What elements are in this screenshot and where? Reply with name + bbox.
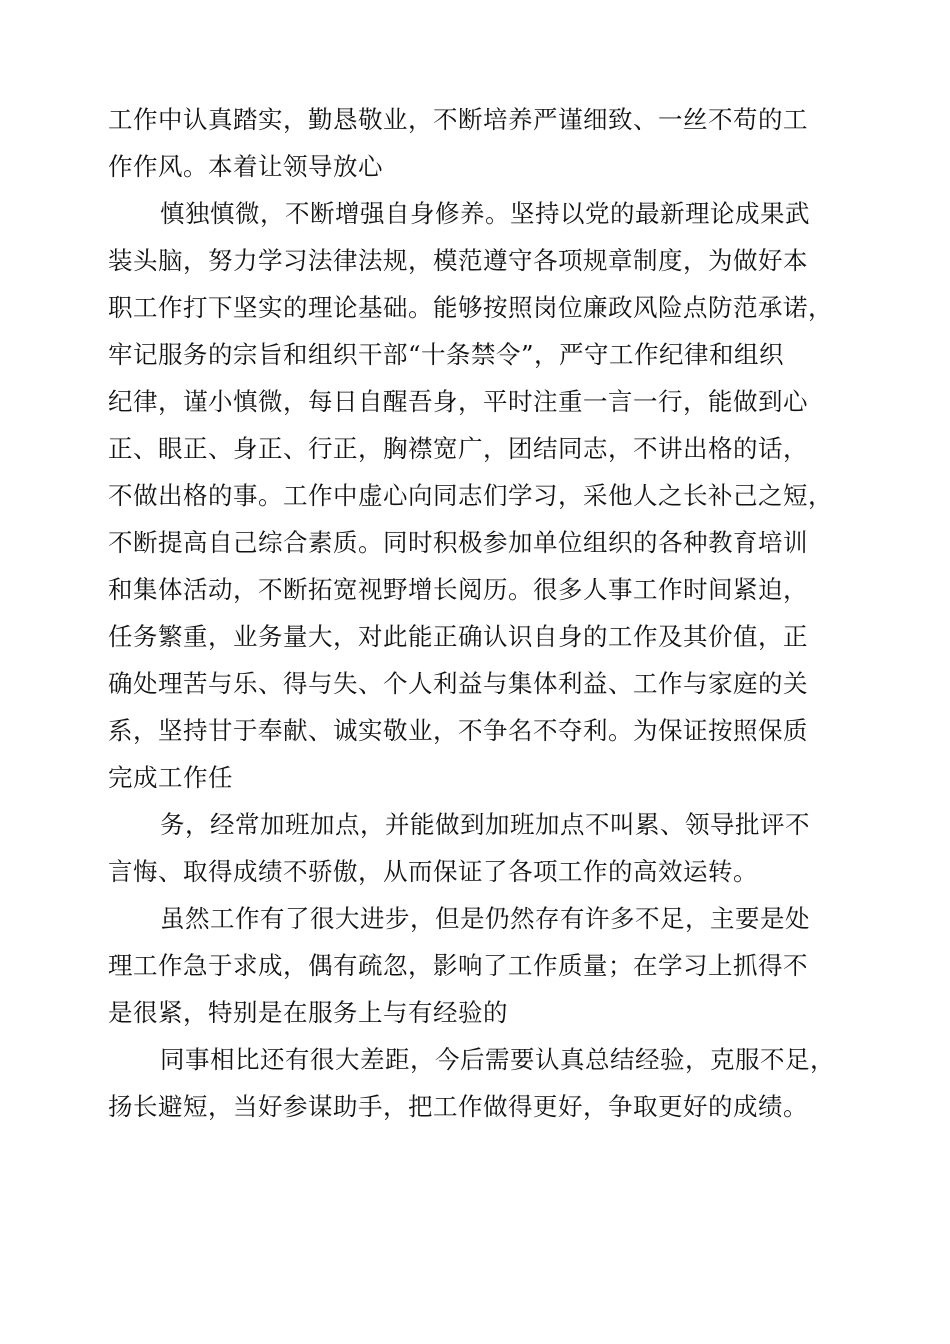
text-line: 是很紧，特别是在服务上与有经验的 [108, 998, 508, 1027]
text-line: 确处理苦与乐、得与失、个人利益与集体利益、工作与家庭的关 [108, 669, 808, 698]
text-line: 同事相比还有很大差距，今后需要认真总结经验，克服不足， [160, 1045, 835, 1074]
text-line: 任务繁重，业务量大，对此能正确认识自身的工作及其价值，正 [108, 622, 808, 651]
text-line: 虽然工作有了很大进步，但是仍然存有许多不足，主要是处 [160, 904, 810, 933]
paragraph-5 [108, 1036, 838, 1130]
text-line: 不断提高自己综合素质。同时积极参加单位组织的各种教育培训 [108, 528, 808, 557]
text-line: 系，坚持甘于奉献、诚实敬业，不争名不夺利。为保证按照保质 [108, 716, 808, 745]
paragraph-2 [108, 190, 838, 801]
text-line: 牢记服务的宗旨和组织干部“十条禁令”，严守工作纪律和组织 [108, 340, 785, 369]
paragraph-4 [108, 895, 838, 1036]
text-line: 务，经常加班加点，并能做到加班加点不叫累、领导批评不 [160, 810, 810, 839]
text-line: 工作中认真踏实，勤恳敬业，不断培养严谨细致、一丝不苟的工 [108, 105, 808, 134]
paragraph-1 [108, 96, 838, 190]
text-line: 言悔、取得成绩不骄傲，从而保证了各项工作的高效运转。 [108, 857, 758, 886]
text-line: 纪律，谨小慎微，每日自醒吾身，平时注重一言一行，能做到心 [108, 387, 808, 416]
text-line: 职工作打下坚实的理论基础。能够按照岗位廉政风险点防范承诺， [108, 293, 833, 322]
text-line: 完成工作任 [108, 763, 233, 792]
text-line: 装头脑，努力学习法律法规，模范遵守各项规章制度，为做好本 [108, 246, 808, 275]
text-line: 理工作急于求成，偶有疏忽，影响了工作质量；在学习上抓得不 [108, 951, 808, 980]
text-line: 和集体活动，不断拓宽视野增长阅历。很多人事工作时间紧迫， [108, 575, 808, 604]
text-line: 扬长避短，当好参谋助手，把工作做得更好，争取更好的成绩。 [108, 1092, 808, 1121]
text-line: 正、眼正、身正、行正，胸襟宽广，团结同志，不讲出格的话， [108, 434, 808, 463]
text-line: 慎独慎微，不断增强自身修养。坚持以党的最新理论成果武 [160, 199, 810, 228]
paragraph-3 [108, 801, 838, 895]
document-body [108, 96, 838, 1130]
text-line: 不做出格的事。工作中虚心向同志们学习，采他人之长补己之短， [108, 481, 833, 510]
text-line: 作作风。本着让领导放心 [108, 152, 383, 181]
